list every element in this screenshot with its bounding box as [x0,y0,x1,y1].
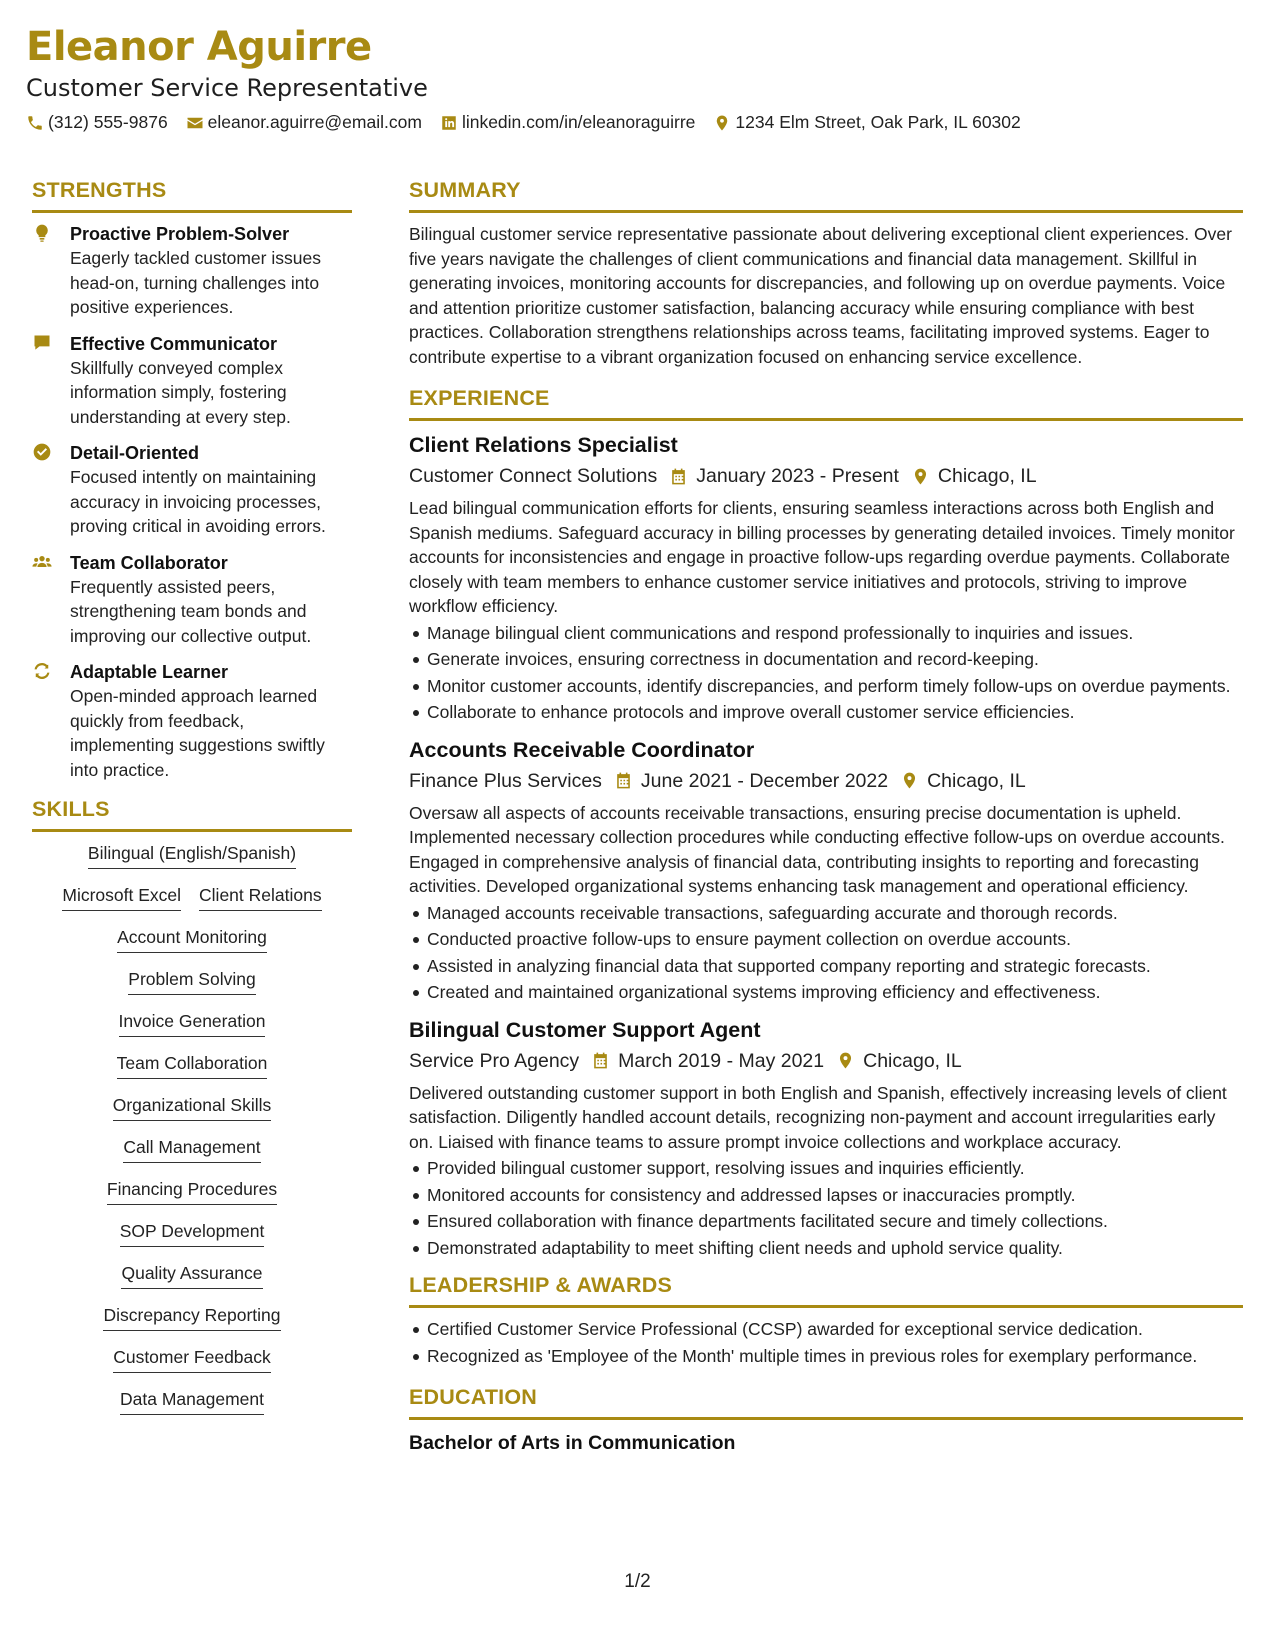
job-location: Chicago, IL [927,769,1026,792]
bullet-item: Provided bilingual customer support, resolving issues and inquiries efficiently. [409,1156,1243,1181]
strength-title: Effective Communicator [70,333,278,354]
page-number: 1/2 [624,1571,651,1592]
job-bullets [409,901,1243,1005]
skill-tag: Organizational Skills [113,1093,272,1121]
map-pin-icon [713,114,731,132]
job-title: Client Relations Specialist [409,433,678,457]
contact-linkedin[interactable] [440,112,695,133]
job-description: Lead bilingual communication efforts for clients, ensuring seamless interactions across both English and Spanish mediums. Safeguard accuracy in billing processes by generating detailed invoices. Timely monitor accounts for inconsistencies and engage in proactive follow-ups regarding overdue payments. Collaborate closely with team members to enhance customer service initiatives and protocols, striving to improve workflow efficiency. [409,498,1235,616]
strength-title: Team Collaborator [70,552,228,573]
job-bullets [409,1156,1243,1260]
resume-header [26,22,1246,133]
section-divider [409,418,1243,421]
strength-desc: Eagerly tackled customer issues head-on, turning challenges into positive experiences. [70,248,321,317]
skill-tag: SOP Development [120,1219,265,1247]
job-bullets [409,621,1243,725]
skill-tag: Discrepancy Reporting [103,1303,280,1331]
bullet-item: Created and maintained organizational systems improving efficiency and effectiveness. [409,980,1243,1005]
address-text: 1234 Elm Street, Oak Park, IL 60302 [735,112,1021,132]
phone-text: (312) 555-9876 [48,112,168,132]
strength-title: Proactive Problem-Solver [70,224,290,244]
job-company: Customer Connect Solutions [409,465,658,487]
job-entry [409,430,1243,725]
contact-address [713,112,1020,133]
job-title: Accounts Receivable Coordinator [409,737,755,762]
map-pin-icon [836,1051,855,1070]
education-degree: Bachelor of Arts in Communication [409,1432,736,1454]
bullet-item: Monitored accounts for consistency and addressed lapses or inaccuracies promptly. [409,1183,1243,1208]
bullet-item: Managed accounts receivable transactions, safeguarding accurate and thorough records. [409,901,1243,926]
job-description: Oversaw all aspects of accounts receivable transactions, ensuring precise documentation is upheld. Implemented necessary collection procedures while conducting effective follow-ups on overdue accounts. Engaged in comprehensive analysis of financial data, contributing insights to reporting and forecasting activities. Developed organizational systems enhancing task management and operational efficiency. [409,802,1225,896]
section-divider [409,210,1243,213]
skill-tag: Client Relations [199,883,322,911]
bullet-item: Collaborate to enhance protocols and improve overall customer service efficiencies. [409,700,1243,725]
skill-tag: Call Management [123,1135,260,1163]
map-pin-icon [900,771,919,790]
section-divider [32,210,352,213]
skills-heading: SKILLS [32,797,110,821]
job-company: Finance Plus Services [409,769,602,792]
strengths-heading: STRENGTHS [32,178,167,202]
strength-item [32,660,352,782]
skill-tag: Microsoft Excel [62,883,181,911]
calendar-icon [614,771,633,790]
award-item: Certified Customer Service Professional (CCSP) awarded for exceptional service dedication. [409,1317,1243,1342]
phone-icon [26,114,44,132]
strength-desc: Frequently assisted peers, strengthening team bonds and improving our collective output. [70,576,312,646]
bullet-item: Ensured collaboration with finance departments facilitated secure and timely collections. [409,1209,1243,1234]
bullet-item: Generate invoices, ensuring correctness in documentation and record-keeping. [409,647,1243,672]
candidate-name: Eleanor Aguirre [26,24,372,70]
strength-title: Adaptable Learner [70,662,229,682]
skill-tag: Bilingual (English/Spanish) [88,841,296,869]
job-dates: January 2023 - Present [696,465,899,487]
strength-item [32,441,352,539]
skill-tag: Problem Solving [128,967,255,995]
education-heading: EDUCATION [409,1385,538,1409]
summary-text: Bilingual customer service representative passionate about delivering exceptional client experiences. Over five years navigate the challenges of client communications and financial data management. Skillful in generating invoices, monitoring accounts for discrepancies, and following up on overdue payments. Voice and attention prioritize customer satisfaction, balancing accuracy while ensuring compliance with best practices. Collaboration strengthens relationships across teams, facilitating improved systems. Eager to contribute expertise to a vibrant organization focused on enhancing service excellence. [409,224,1232,367]
strength-item [32,551,352,649]
summary-heading: SUMMARY [409,178,521,202]
bullet-item: Assisted in analyzing financial data that supported company reporting and strategic forecasts. [409,954,1243,979]
strength-item [32,332,352,430]
bullet-item: Manage bilingual client communications and respond professionally to inquiries and issues. [409,621,1243,646]
candidate-title: Customer Service Representative [26,74,428,102]
bullet-item: Conducted proactive follow-ups to ensure payment collection on overdue accounts. [409,927,1243,952]
skill-tag: Quality Assurance [121,1261,262,1289]
bullet-item: Demonstrated adaptability to meet shifting client needs and uphold service quality. [409,1236,1243,1261]
check-circle-icon [32,442,52,462]
job-dates: March 2019 - May 2021 [618,1049,825,1072]
section-divider [409,1417,1243,1420]
leadership-heading: LEADERSHIP & AWARDS [409,1273,673,1297]
awards-list [409,1317,1243,1368]
job-location: Chicago, IL [863,1049,962,1072]
calendar-icon [591,1051,610,1070]
strength-item [32,222,352,320]
experience-heading: EXPERIENCE [409,386,550,410]
contact-bar [26,112,1246,133]
bullet-item: Monitor customer accounts, identify discrepancies, and perform timely follow-ups on overdue payments. [409,674,1243,699]
skill-tag: Team Collaboration [117,1051,268,1079]
users-icon [32,552,52,572]
envelope-icon [186,114,204,132]
job-dates: June 2021 - December 2022 [640,769,889,792]
strength-desc: Open-minded approach learned quickly from feedback, implementing suggestions swiftly into practice. [70,686,325,780]
chat-bubble-icon [32,333,52,353]
section-divider [409,1305,1243,1308]
email-text[interactable]: eleanor.aguirre@email.com [207,112,422,132]
skill-tag: Financing Procedures [107,1177,277,1205]
left-column [32,175,352,1429]
strength-desc: Skillfully conveyed complex information simply, fostering understanding at every step. [70,357,291,427]
skill-tag: Data Management [120,1387,264,1415]
linkedin-icon [440,114,458,132]
lightbulb-icon [32,223,52,243]
job-location: Chicago, IL [937,465,1037,487]
section-divider [32,829,352,832]
strength-title: Detail-Oriented [70,443,200,463]
job-title: Bilingual Customer Support Agent [409,1017,761,1042]
refresh-icon [32,661,52,681]
map-pin-icon [911,467,930,486]
right-column [409,175,1243,1457]
job-entry [409,1015,1243,1261]
linkedin-text[interactable]: linkedin.com/in/eleanoraguirre [461,112,696,132]
job-entry [409,735,1243,1005]
job-company: Service Pro Agency [409,1049,580,1072]
skill-tag: Invoice Generation [119,1009,266,1037]
strength-desc: Focused intently on maintaining accuracy in invoicing processes, proving critical in avoiding errors. [70,467,326,536]
contact-phone [26,112,168,133]
job-description: Delivered outstanding customer support in both English and Spanish, effectively increasing levels of client satisfaction. Diligently handled account details, recognizing non-payment and account irregularities early on. Liaised with finance teams to assure prompt invoice collections and workplace accuracy. [409,1082,1227,1152]
award-item: Recognized as 'Employee of the Month' multiple times in previous roles for exemplary performance. [409,1344,1243,1369]
skill-tag: Account Monitoring [117,925,267,953]
contact-email[interactable] [186,112,422,133]
skills-list [32,841,352,1415]
skill-tag: Customer Feedback [113,1345,271,1373]
calendar-icon [669,467,688,486]
